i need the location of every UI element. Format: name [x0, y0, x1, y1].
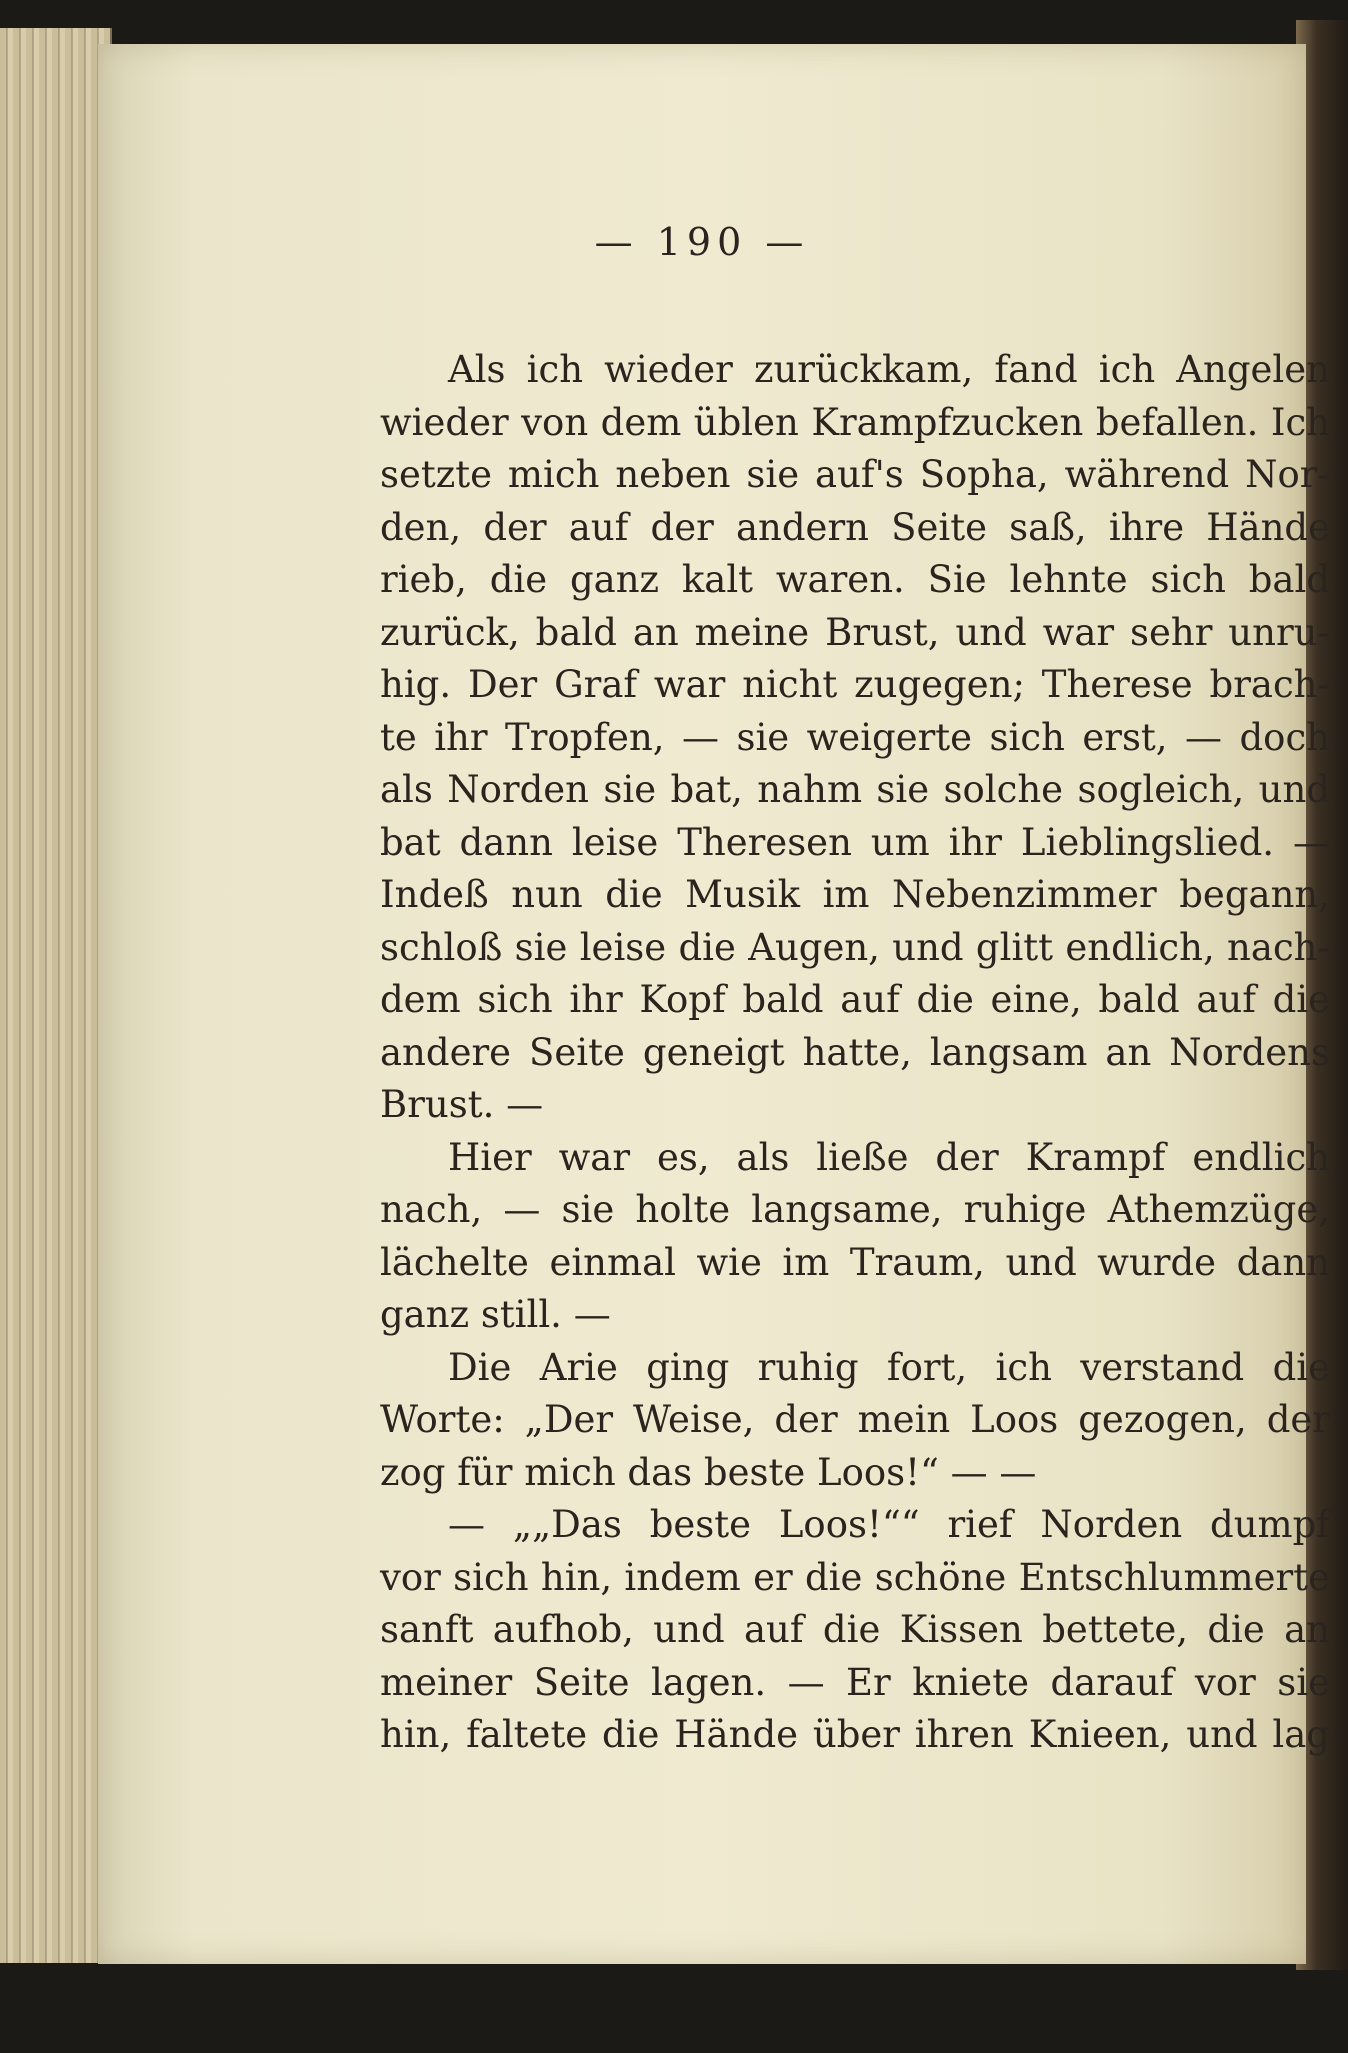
text-line: Hier war es, als ließe der Krampf endlich: [448, 1135, 1330, 1179]
text-line: hig. Der Graf war nicht zugegen; Therese brach-: [380, 663, 1330, 706]
text-line: Worte: „Der Weise, der mein Loos gezogen, der: [380, 1398, 1330, 1441]
text-line: vor sich hin, indem er die schöne Entschlummerte: [380, 1555, 1330, 1599]
text-line: lächelte einmal wie im Traum, und wurde dann: [380, 1240, 1330, 1284]
text-line: te ihr Tropfen, — sie weigerte sich erst, — doch: [380, 715, 1330, 759]
text-line: — „„Das beste Loos!““ rief Norden dumpf: [448, 1503, 1330, 1546]
text-line: als Norden sie bat, nahm sie solche sogleich, und: [380, 768, 1330, 811]
text-line: sanft aufhob, und auf die Kissen bettete, die an: [380, 1608, 1330, 1651]
text-line: Die Arie ging ruhig fort, ich verstand die: [448, 1345, 1330, 1389]
text-line: meiner Seite lagen. — Er kniete darauf vor sie: [380, 1660, 1330, 1704]
text-line: wieder von dem üblen Krampfzucken befallen. Ich: [380, 400, 1330, 444]
text-line: den, der auf der andern Seite saß, ihre Hände: [380, 505, 1330, 549]
text-line: bat dann leise Theresen um ihr Lieblingslied. —: [380, 820, 1330, 864]
page-number: — 190 —: [594, 220, 810, 264]
book-page-edges: [0, 28, 112, 1963]
text-line: andere Seite geneigt hatte, langsam an Nordens: [380, 1030, 1330, 1074]
text-line: Als ich wieder zurückkam, fand ich Angelen: [448, 348, 1330, 391]
text-line: setzte mich neben sie auf's Sopha, während Nor-: [380, 453, 1330, 496]
body-text: [380, 344, 1330, 1762]
text-line: ganz still. —: [380, 1293, 611, 1336]
text-line: dem sich ihr Kopf bald auf die eine, bald auf die: [380, 978, 1330, 1021]
text-line: nach, — sie holte langsame, ruhige Athemzüge,: [380, 1188, 1330, 1231]
text-line: Indeß nun die Musik im Nebenzimmer begann,: [380, 873, 1330, 916]
text-line: hin, faltete die Hände über ihren Knieen, und lag: [380, 1713, 1330, 1756]
book-page: [98, 44, 1330, 1964]
text-line: schloß sie leise die Augen, und glitt endlich, nach-: [380, 925, 1330, 969]
text-line: rieb, die ganz kalt waren. Sie lehnte sich bald: [380, 558, 1330, 601]
text-line: Brust. —: [380, 1083, 544, 1126]
text-line: zurück, bald an meine Brust, und war sehr unru-: [380, 610, 1330, 654]
text-line: zog für mich das beste Loos!“ — —: [380, 1450, 1037, 1494]
